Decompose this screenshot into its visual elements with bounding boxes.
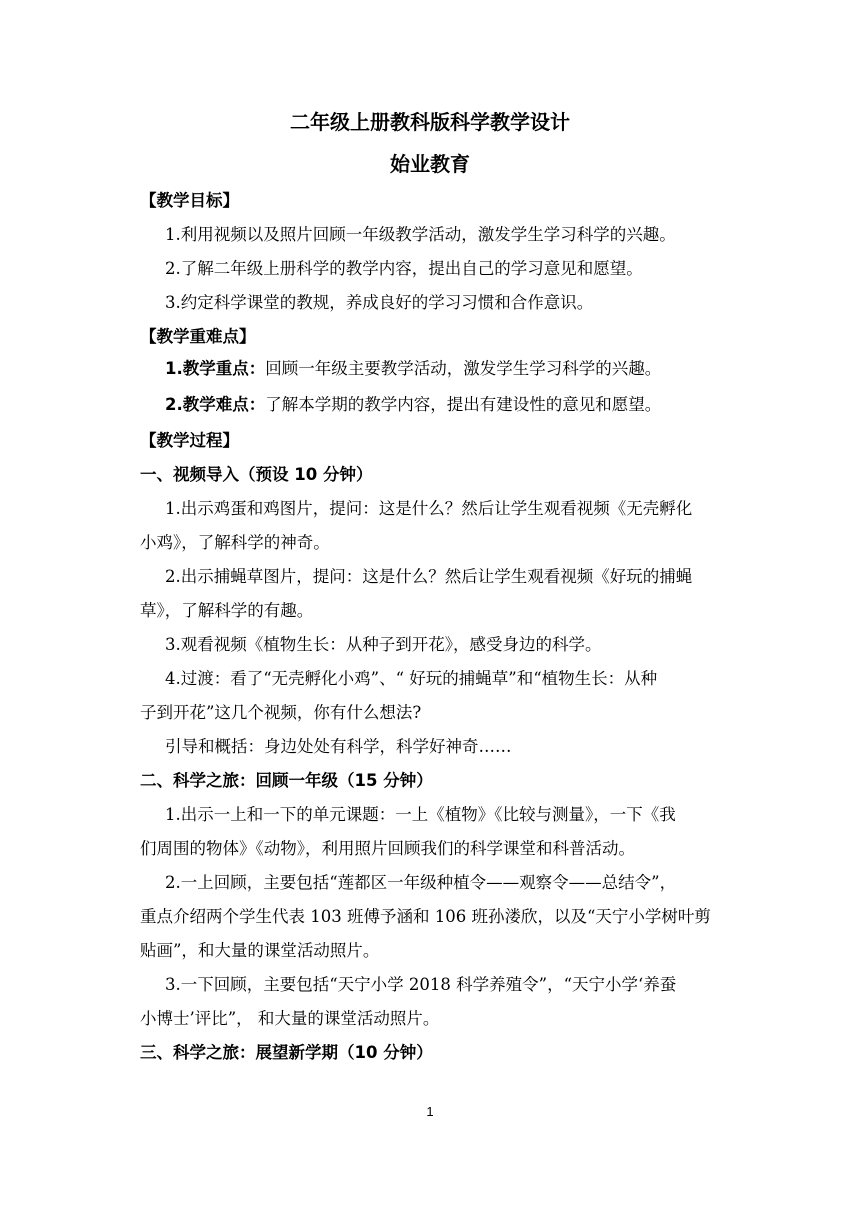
step-heading-1: 一、视频导入（预设 10 分钟）	[140, 465, 373, 484]
objective-1: 1.利用视频以及照片回顾一年级教学活动，激发学生学习科学的兴趣。	[165, 225, 676, 244]
document-title: 二年级上册教科版科学教学设计	[290, 110, 570, 134]
document-subtitle: 始业教育	[390, 152, 470, 176]
objective-3: 3.约定科学课堂的教规，养成良好的学习习惯和合作意识。	[165, 293, 594, 312]
paragraph-line: 引导和概括：身边处处有科学，科学好神奇……	[165, 737, 512, 756]
step-heading-3: 三、科学之旅：展望新学期（10 分钟）	[140, 1043, 433, 1062]
difficulty-line	[165, 394, 765, 416]
paragraph-line: 3.观看视频《植物生长：从种子到开花》，感受身边的科学。	[165, 635, 602, 654]
paragraph-line: 子到开花”这几个视频，你有什么想法?	[140, 703, 422, 722]
paragraph-line: 3.一下回顾，主要包括“天宁小学 2018 科学养殖令”，“天宁小学‘养蚕	[165, 975, 677, 994]
section-heading-key-points: 【教学重难点】	[140, 327, 256, 346]
paragraph-line: 小鸡》，了解科学的神奇。	[140, 533, 330, 552]
paragraph-line: 4.过渡：看了“无壳孵化小鸡”、“ 好玩的捕蝇草”和“植物生长：从种	[165, 669, 658, 688]
objective-2: 2.了解二年级上册科学的教学内容，提出自己的学习意见和愿望。	[165, 259, 643, 278]
step-heading-2: 二、科学之旅：回顾一年级（15 分钟）	[140, 771, 433, 790]
paragraph-line: 贴画”，和大量的课堂活动照片。	[140, 941, 380, 960]
difficulty-text: 了解本学期的教学内容，提出有建设性的意见和愿望。	[265, 395, 662, 414]
difficulty-label: 2.教学难点：	[165, 395, 266, 414]
paragraph-line: 2.一上回顾，主要包括“莲都区一年级种植令——观察令——总结令”，	[165, 873, 677, 892]
paragraph-line: 重点介绍两个学生代表 103 班傅予涵和 106 班孙溇欣，以及“天宁小学树叶剪	[140, 907, 711, 926]
paragraph-line: 们周围的物体》《动物》，利用照片回顾我们的科学课堂和科普活动。	[140, 839, 635, 858]
key-point-line	[165, 358, 765, 380]
key-point-text: 回顾一年级主要教学活动，激发学生学习科学的兴趣。	[265, 359, 662, 378]
paragraph-line: 小博士’评比”， 和大量的课堂活动照片。	[140, 1009, 440, 1028]
paragraph-line: 1.出示一上和一下的单元课题：一上《植物》《比较与测量》，一下《我	[165, 805, 676, 824]
paragraph-line: 2.出示捕蝇草图片，提问：这是什么？然后让学生观看视频《好玩的捕蝇	[165, 567, 693, 586]
paragraph-line: 草》，了解科学的有趣。	[140, 601, 314, 620]
page-number: 1	[426, 1104, 434, 1119]
key-point-label: 1.教学重点：	[165, 359, 266, 378]
section-heading-objectives: 【教学目标】	[140, 191, 239, 210]
paragraph-line: 1.出示鸡蛋和鸡图片，提问：这是什么？然后让学生观看视频《无壳孵化	[165, 499, 693, 518]
section-heading-process: 【教学过程】	[140, 431, 239, 450]
